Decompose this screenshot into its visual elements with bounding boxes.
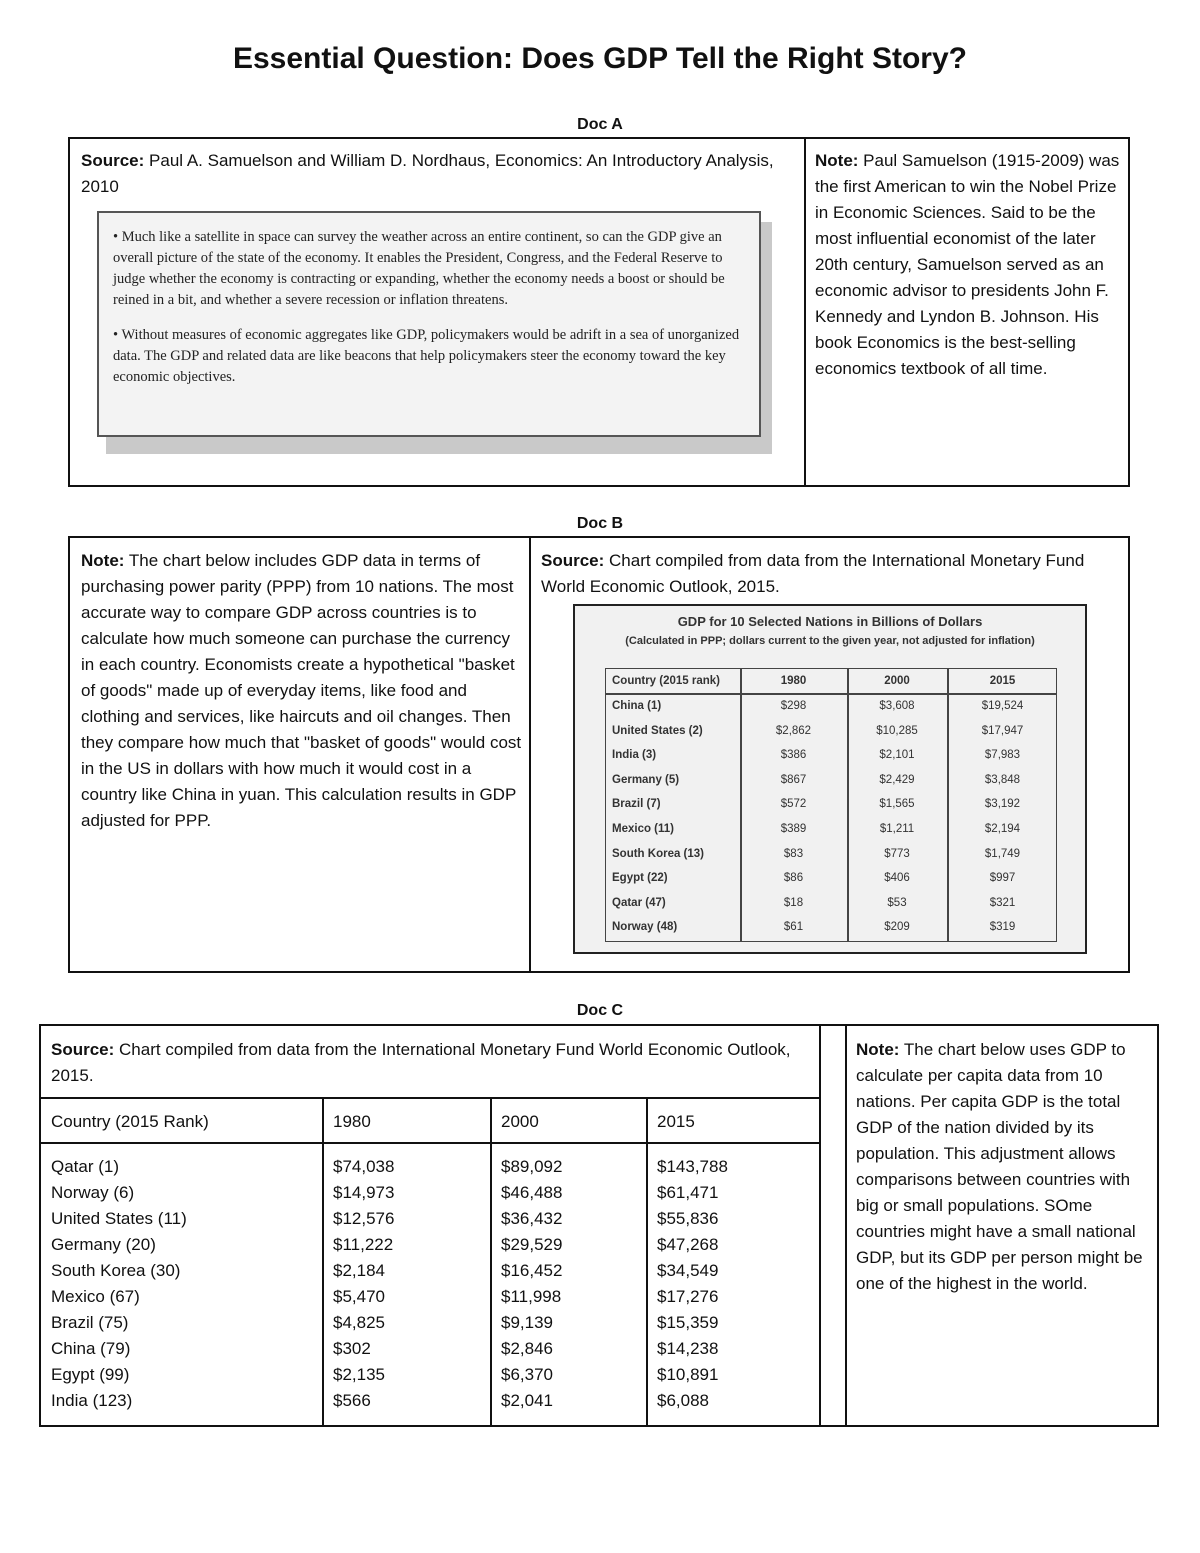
- doc-c-table-cell: $89,092: [501, 1157, 563, 1176]
- doc-c-table-cell: $15,359: [657, 1313, 719, 1332]
- doc-b-source-label: Source:: [541, 551, 605, 570]
- doc-b-table-cell: $406: [884, 872, 910, 885]
- doc-c-table-cell: Egypt (99): [51, 1365, 130, 1384]
- doc-b-table-cell: Germany (5): [612, 773, 680, 786]
- doc-c-source: [51, 1037, 811, 1089]
- doc-c-table-cell: $46,488: [501, 1183, 563, 1202]
- doc-b-table-cell: $3,192: [984, 798, 1021, 811]
- doc-c-table-cell: $2,846: [501, 1339, 553, 1358]
- doc-c-table-cell: $61,471: [657, 1183, 719, 1202]
- doc-c-table-cell: Qatar (1): [51, 1157, 120, 1176]
- doc-b-table-cell: $7,983: [984, 749, 1021, 762]
- doc-c-table-cell: $5,470: [333, 1287, 385, 1306]
- doc-c-source-text: Chart compiled from data from the International Monetary Fund World Economic Outlook, 2015.: [51, 1040, 791, 1085]
- doc-b-table-cell: $386: [780, 749, 807, 762]
- doc-c-spacer: [819, 1024, 847, 1427]
- doc-c-table-cell: India (123): [51, 1391, 133, 1410]
- doc-b-label: Doc B: [576, 515, 624, 532]
- doc-c-table-cell: Brazil (75): [51, 1313, 129, 1332]
- doc-c-table-cell: $9,139: [501, 1313, 553, 1332]
- doc-c-table-cell: $10,891: [657, 1365, 719, 1384]
- doc-c-label: Doc C: [576, 1002, 624, 1019]
- doc-c-header-cell: Country (2015 Rank): [51, 1112, 209, 1131]
- doc-a-note: [815, 148, 1123, 382]
- doc-b-table-cell: $10,285: [876, 724, 918, 737]
- doc-b-divider: [529, 536, 531, 973]
- doc-c-source-label: Source:: [51, 1040, 115, 1059]
- doc-c-table-cell: $17,276: [657, 1287, 719, 1306]
- doc-b-table-cell: Norway (48): [612, 921, 678, 934]
- doc-c-table-cell: $12,576: [333, 1209, 395, 1228]
- doc-c-table-cell: $14,238: [657, 1339, 719, 1358]
- doc-b-table-cell: $867: [780, 773, 807, 786]
- doc-c-table-cell: China (79): [51, 1339, 131, 1358]
- doc-b-table-cell: $2,429: [879, 773, 915, 786]
- doc-b-table-cell: Egypt (22): [612, 872, 668, 885]
- doc-c-table-cell: United States (11): [51, 1209, 187, 1228]
- doc-a-source-text: Paul A. Samuelson and William D. Nordhaus, Economics: An Introductory Analysis, 2010: [81, 151, 774, 196]
- doc-c-header-cell: 2015: [657, 1112, 695, 1131]
- doc-c-table-cell: $74,038: [333, 1157, 395, 1176]
- doc-b-table-cell: $2,194: [984, 823, 1021, 835]
- doc-c-table-cell: $6,088: [657, 1391, 709, 1410]
- doc-b-table-cell: $319: [989, 921, 1016, 934]
- doc-a-note-text: Paul Samuelson (1915-2009) was the first American to win the Nobel Prize in Economic Sciences. Said to be the most influential economist of the later 20th century, Samuelson served as an economic advisor to presidents John F. Kennedy and Lyndon B. Johnson. His book Economics is the best-selling economics textbook of all time.: [815, 151, 1120, 378]
- doc-c-note-text: The chart below uses GDP to calculate per capita data from 10 nations. Per capita GDP is the total GDP of the nation divided by its population. This adjustment allows comparisons between countries with big or small populations. SOme countries might have a small national GDP, but its GDP per person might be one of the highest in the world.: [856, 1040, 1143, 1293]
- doc-c-table-cell: $143,788: [657, 1157, 728, 1176]
- doc-b-table-cell: $83: [783, 847, 804, 860]
- doc-c-table-cell: $302: [333, 1339, 371, 1358]
- doc-c-table-cell: $11,222: [333, 1235, 394, 1254]
- doc-b-table-cell: $298: [780, 700, 807, 712]
- doc-c-table-cell: $29,529: [501, 1235, 563, 1254]
- doc-a-label: Doc A: [577, 116, 623, 133]
- doc-b-chart-subtitle: (Calculated in PPP; dollars current to the given year, not adjusted for inflation): [625, 635, 1035, 647]
- doc-b-header-cell: Country (2015 rank): [612, 675, 721, 687]
- doc-c-table-cell: Norway (6): [51, 1183, 135, 1202]
- doc-b-table-cell: Mexico (11): [612, 823, 674, 835]
- doc-c-table-cell: Germany (20): [51, 1235, 156, 1254]
- doc-a-divider: [804, 137, 806, 487]
- doc-c-note: [856, 1037, 1152, 1297]
- doc-b-table: [605, 668, 1057, 942]
- doc-b-source: [541, 548, 1126, 600]
- doc-b-source-text: Chart compiled from data from the International Monetary Fund World Economic Outlook, 2015.: [541, 551, 1085, 596]
- doc-b-table-cell: $1,211: [879, 823, 915, 835]
- doc-a-excerpt: [97, 211, 761, 437]
- doc-b-note-text: The chart below includes GDP data in terms of purchasing power parity (PPP) from 10 nations. The most accurate way to compare GDP across countries is to calculate how much someone can purchase the currency in each country. Economists create a hypothetical "basket of goods" made up of everyday items, like food and clothing and services, like haircuts and oil changes. Then they compare how much that "basket of goods" would cost in the US in dollars with how much it would cost in a country like China in yuan. This calculation results in GDP adjusted for PPP.: [81, 551, 522, 830]
- doc-c-table-cell: $34,549: [657, 1261, 719, 1280]
- doc-b-table-cell: $321: [989, 896, 1016, 909]
- doc-b-table-cell: $773: [884, 847, 910, 860]
- doc-b-chart-title: GDP for 10 Selected Nations in Billions of Dollars: [677, 614, 983, 629]
- doc-c-table-cell: $566: [333, 1391, 371, 1410]
- doc-b-table-cell: India (3): [612, 749, 657, 762]
- doc-b-header-cell: 1980: [780, 675, 807, 687]
- doc-b-table-cell: $53: [887, 896, 907, 909]
- doc-a-source: [81, 148, 781, 200]
- doc-b-table-cell: $1,565: [879, 798, 915, 811]
- doc-c-table-cell: $2,184: [333, 1261, 385, 1280]
- doc-a-excerpt-para-1: • Much like a satellite in space can survey the weather across an entire continent, so can the GDP give an overall picture of the state of the economy. It enables the President, Congress, and the Federal Reserve to judge whether the economy is contracting or expanding, whether the economy needs a boost or should be reined in a bit, and whether a severe recession or inflation threatens.: [113, 229, 725, 308]
- doc-c-header-cell: 1980: [333, 1112, 371, 1131]
- doc-c-table-cell: $55,836: [657, 1209, 719, 1228]
- doc-c-table-cell: $2,135: [333, 1365, 385, 1384]
- doc-b-table-cell: $3,848: [984, 773, 1021, 786]
- doc-b-table-cell: Qatar (47): [612, 896, 666, 909]
- doc-c-table-cell: $47,268: [657, 1235, 719, 1254]
- page-title: Essential Question: Does GDP Tell the Right Story?: [232, 42, 967, 75]
- doc-a-excerpt-para-2: • Without measures of economic aggregates like GDP, policymakers would be adrift in a sea of unorganized data. The GDP and related data are like beacons that help policymakers steer the economy toward the key economic objectives.: [113, 327, 740, 385]
- doc-a-note-label: Note:: [815, 151, 859, 170]
- doc-a-source-label: Source:: [81, 151, 145, 170]
- doc-b-table-cell: $86: [783, 872, 804, 885]
- doc-c-table-cell: $6,370: [501, 1365, 553, 1384]
- doc-c-table-cell: $4,825: [333, 1313, 385, 1332]
- doc-c-table-cell: Mexico (67): [51, 1287, 140, 1306]
- doc-b-table-cell: $209: [884, 921, 910, 934]
- doc-b-table-cell: $2,101: [879, 749, 915, 762]
- doc-b-header-cell: 2015: [989, 675, 1016, 687]
- doc-b-table-cell: $2,862: [775, 724, 812, 737]
- doc-c-table-cell: $36,432: [501, 1209, 563, 1228]
- doc-b-table-cell: $1,749: [984, 847, 1021, 860]
- doc-c-table-cell: $16,452: [501, 1261, 563, 1280]
- doc-b-chart: [573, 604, 1087, 954]
- doc-b-table-cell: $3,608: [879, 700, 915, 712]
- doc-c-note-label: Note:: [856, 1040, 900, 1059]
- doc-b-table-cell: $18: [783, 896, 804, 909]
- doc-b-table-cell: China (1): [612, 700, 662, 712]
- doc-b-table-cell: $389: [780, 823, 807, 835]
- doc-c-header-cell: 2000: [501, 1112, 539, 1131]
- doc-c-table-cell: $11,998: [501, 1287, 562, 1306]
- doc-c-table-cell: South Korea (30): [51, 1261, 181, 1280]
- doc-b-table-cell: South Korea (13): [612, 847, 705, 860]
- doc-b-header-cell: 2000: [884, 675, 910, 687]
- doc-c-table-cell: $14,973: [333, 1183, 395, 1202]
- doc-b-table-cell: $17,947: [981, 724, 1024, 737]
- doc-b-table-cell: United States (2): [612, 724, 703, 737]
- doc-b-note-label: Note:: [81, 551, 125, 570]
- doc-b-table-cell: $19,524: [981, 700, 1024, 712]
- doc-b-note: [81, 548, 525, 834]
- doc-b-table-cell: $61: [783, 921, 804, 934]
- doc-b-table-cell: $572: [780, 798, 807, 811]
- doc-c-table-cell: $2,041: [501, 1391, 553, 1410]
- doc-b-table-cell: Brazil (7): [612, 798, 661, 811]
- doc-b-table-cell: $997: [989, 872, 1016, 885]
